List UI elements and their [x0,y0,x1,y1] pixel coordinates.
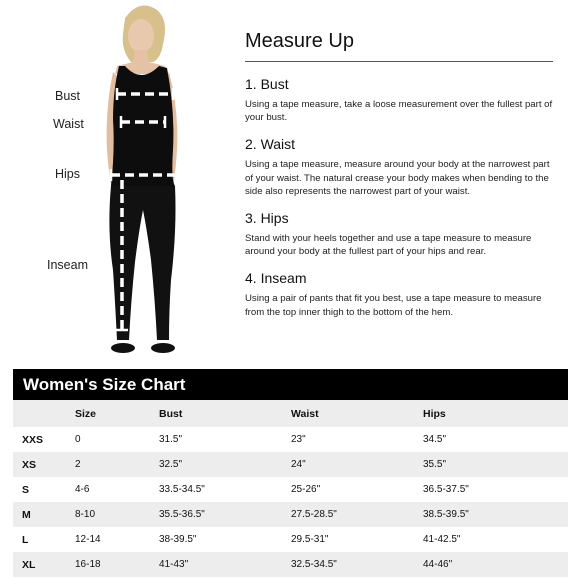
size-name-cell: XL [22,558,36,571]
step-body: Using a tape measure, take a loose measurement over the fullest part of your bust. [245,99,553,124]
size-name-cell: S [22,483,30,496]
waist-cell: 24" [291,459,306,470]
waist-cell: 29.5-31" [291,534,329,545]
table-row [13,477,568,502]
step-hips [245,210,553,258]
hips-cell: 44-46" [423,559,453,570]
hips-cell: 36.5-37.5" [423,484,469,495]
inseam-label: Inseam [47,258,88,272]
measurement-figure [0,0,240,365]
size-chart [13,369,568,577]
table-row [13,427,568,452]
bust-cell: 35.5-36.5" [159,509,205,520]
step-heading: 3. Hips [245,210,289,227]
column-header-size: Size [75,407,97,420]
size-cell: 2 [75,459,81,470]
step-bust [245,76,553,124]
table-row [13,502,568,527]
size-name-cell: XXS [22,433,44,446]
column-header-name [13,400,75,427]
column-header-bust: Bust [159,407,183,420]
size-table [13,400,568,577]
bust-cell: 33.5-34.5" [159,484,205,495]
table-header-row [13,400,568,427]
step-heading: 1. Bust [245,76,289,92]
size-cell: 4-6 [75,484,90,495]
divider [245,61,553,62]
size-cell: 16-18 [75,559,101,570]
waist-label: Waist [53,117,84,131]
waist-cell: 25-26" [291,484,321,495]
size-cell: 12-14 [75,534,101,545]
table-row [13,552,568,577]
model-silhouette [95,0,205,362]
bust-cell: 41-43" [159,559,189,570]
step-heading: 4. Inseam [245,270,307,287]
size-chart-title: Women's Size Chart [13,369,568,400]
waist-cell: 32.5-34.5" [291,559,337,570]
hips-cell: 41-42.5" [423,534,461,545]
waist-cell: 23" [291,434,306,445]
table-row [13,452,568,477]
step-body: Using a tape measure, measure around your body at the narrowest part of your waist. The natural crease your body makes when bending to the side also represents the narrowest part of your waist. [245,159,550,197]
bust-label: Bust [55,89,81,103]
size-name-cell: M [22,508,31,521]
bust-cell: 32.5" [159,459,183,470]
bust-cell: 31.5" [159,434,183,445]
hips-cell: 35.5" [423,459,447,470]
size-name-cell: L [22,533,29,546]
step-body: Stand with your heels together and use a tape measure to measure around your body at the fullest part of your hips and rear. [245,233,532,258]
size-cell: 0 [75,434,81,445]
step-body: Using a pair of pants that fit you best, use a tape measure to measure from the top inner thigh to the bottom of the hem. [245,293,542,318]
hips-cell: 38.5-39.5" [423,509,469,520]
hips-label: Hips [55,167,81,181]
column-header-hips: Hips [423,407,446,420]
table-row [13,527,568,552]
step-waist [245,136,553,198]
step-heading: 2. Waist [245,136,296,153]
bust-cell: 38-39.5" [159,534,197,545]
size-name-cell: XS [22,458,37,471]
column-header-waist: Waist [291,407,319,420]
measure-guide [245,30,553,331]
step-inseam [245,270,553,318]
hips-cell: 34.5" [423,434,447,445]
guide-title: Measure Up [245,30,354,52]
waist-cell: 27.5-28.5" [291,509,337,520]
size-cell: 8-10 [75,509,96,520]
